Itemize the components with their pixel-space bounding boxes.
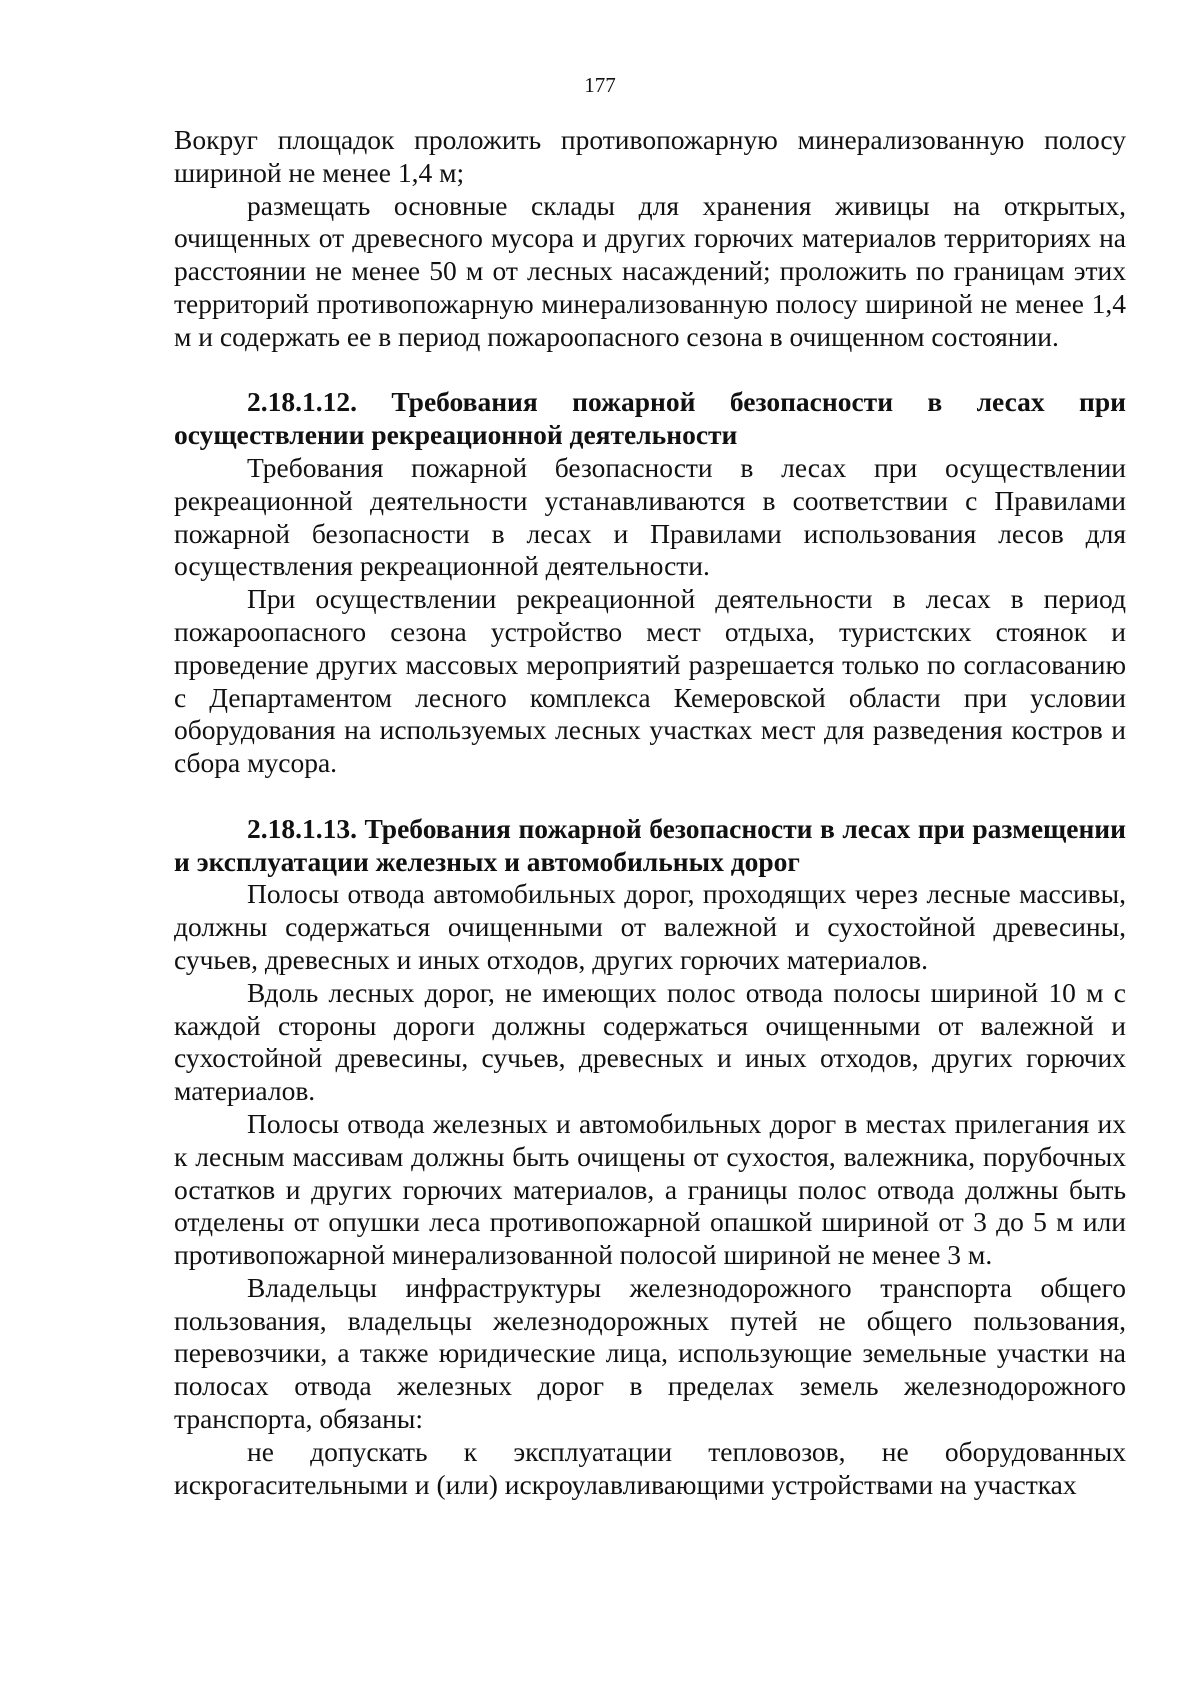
page-number: 177: [584, 73, 616, 97]
paragraph-railway-owners: Владельцы инфраструктуры железнодорожного транспорта общего пользования, владельцы железнодорожных путей не общего пользования, перевозчики, а также юридические лица, использующие земельные участки на полосах отвода железных дорог в пределах земель железнодорожного транспорта, обязаны:: [174, 1271, 1126, 1435]
document-body: [174, 124, 1126, 1501]
paragraph-resin-storage: размещать основные склады для хранения живицы на открытых, очищенных от древесного мусора и других горючих материалов территориях на расстоянии не менее 50 м от лесных насаждений; проложить по границам этих территорий противопожарную минерализованную полосу шириной не менее 1,4 м и содержать ее в период пожароопасного сезона в очищенном состоянии.: [174, 189, 1126, 352]
paragraph-forest-roads: Вдоль лесных дорог, не имеющих полос отвода полосы шириной 10 м с каждой стороны дороги должны содержаться очищенными от валежной и сухостойной древесины, сучьев, древесных и иных отходов, других горючих материалов.: [174, 976, 1126, 1107]
section-heading-2-18-1-12: 2.18.1.12. Требования пожарной безопасности в лесах при осуществлении рекреационной деятельности: [174, 386, 1126, 451]
paragraph-recreation-requirements: Требования пожарной безопасности в лесах при осуществлении рекреационной деятельности устанавливаются в соответствии с Правилами пожарной безопасности в лесах и Правилами использования лесов для осуществления рекреационной деятельности.: [174, 451, 1126, 582]
paragraph-recreation-fire-season: При осуществлении рекреационной деятельности в лесах в период пожароопасного сезона устройство мест отдыха, туристских стоянок и проведение других массовых мероприятий разрешается только по согласованию с Департаментом лесного комплекса Кемеровской области при условии оборудования на используемых лесных участках мест для разведения костров и сбора мусора.: [174, 583, 1126, 779]
paragraph-rail-road-strips: Полосы отвода железных и автомобильных дорог в местах прилегания их к лесным массивам должны быть очищены от сухостоя, валежника, порубочных остатков и других горючих материалов, а границы полос отвода должны быть отделены от опушки леса противопожарной опашкой шириной от 3 до 5 м или противопожарной минерализованной полосой шириной не менее 3 м.: [174, 1107, 1126, 1271]
paragraph-locomotives: не допускать к эксплуатации тепловозов, не оборудованных искрогасительными и (или) искроулавливающими устройствами на участках: [174, 1435, 1126, 1500]
paragraph-road-right-of-way: Полосы отвода автомобильных дорог, проходящих через лесные массивы, должны содержаться очищенными от валежной и сухостойной древесины, сучьев, древесных и иных отходов, других горючих материалов.: [174, 878, 1126, 975]
section-heading-2-18-1-13: 2.18.1.13. Требования пожарной безопасности в лесах при размещении и эксплуатации железных и автомобильных дорог: [174, 812, 1126, 877]
paragraph-perimeter-strip: Вокруг площадок проложить противопожарную минерализованную полосу шириной не менее 1,4 м;: [174, 124, 1126, 188]
